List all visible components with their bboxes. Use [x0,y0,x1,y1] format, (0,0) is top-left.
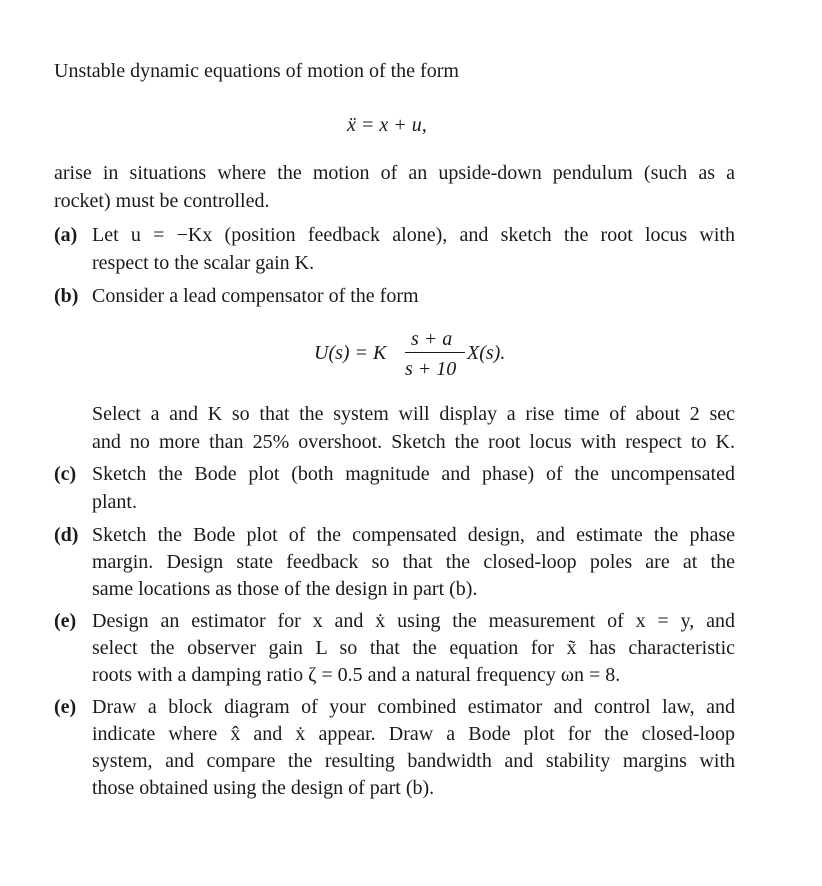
part-b-line-1: Consider a lead compensator of the form [92,285,419,307]
part-c-line-1: Sketch the Bode plot (both magnitude and phase) of the uncompensated [92,463,735,485]
part-a-line-2: respect to the scalar gain K. [92,252,315,274]
part-c-label: (c) [54,463,77,485]
intro-line-3: rocket) must be controlled. [54,190,270,212]
part-e1-line-1: Design an estimator for x and ẋ using the measurement of x = y, and [92,610,735,632]
compensator-eq-right: X(s). [467,342,506,364]
compensator-eq-left: U(s) = K [314,342,387,364]
part-b-line-2: Select a and K so that the system will display a rise time of about 2 sec [92,403,735,425]
compensator-numerator: s + a [411,328,453,350]
part-b-line-3: and no more than 25% overshoot. Sketch the root locus with respect to K. [92,431,735,453]
part-e1-line-3: roots with a damping ratio ζ = 0.5 and a natural frequency ωn = 8. [92,664,621,686]
part-e1-label: (e) [54,610,77,632]
equation-of-motion: ẍ = x + u, [347,114,427,136]
compensator-denominator: s + 10 [405,358,457,380]
part-d-label: (d) [54,524,79,546]
part-d-line-3: same locations as those of the design in part (b). [92,578,478,600]
part-e2-line-3: system, and compare the resulting bandwidth and stability margins with [92,750,735,772]
part-b-label: (b) [54,285,79,307]
part-e2-label: (e) [54,696,77,718]
compensator-fraction-bar [405,352,465,353]
part-e2-line-2: indicate where x̂ and ẋ appear. Draw a Bode plot for the closed-loop [92,723,735,745]
part-d-line-1: Sketch the Bode plot of the compensated design, and estimate the phase [92,524,735,546]
part-c-line-2: plant. [92,491,137,513]
part-e2-line-4: those obtained using the design of part (b). [92,777,435,799]
part-e2-line-1: Draw a block diagram of your combined estimator and control law, and [92,696,735,718]
part-a-label: (a) [54,224,78,246]
intro-line-1: Unstable dynamic equations of motion of the form [54,60,459,82]
part-e1-line-2: select the observer gain L so that the equation for x̃ has characteristic [92,637,735,659]
part-d-line-2: margin. Design state feedback so that the closed-loop poles are at the [92,551,735,573]
intro-line-2: arise in situations where the motion of an upside-down pendulum (such as a [54,162,735,184]
part-a-line-1: Let u = −Kx (position feedback alone), and sketch the root locus with [92,224,735,246]
